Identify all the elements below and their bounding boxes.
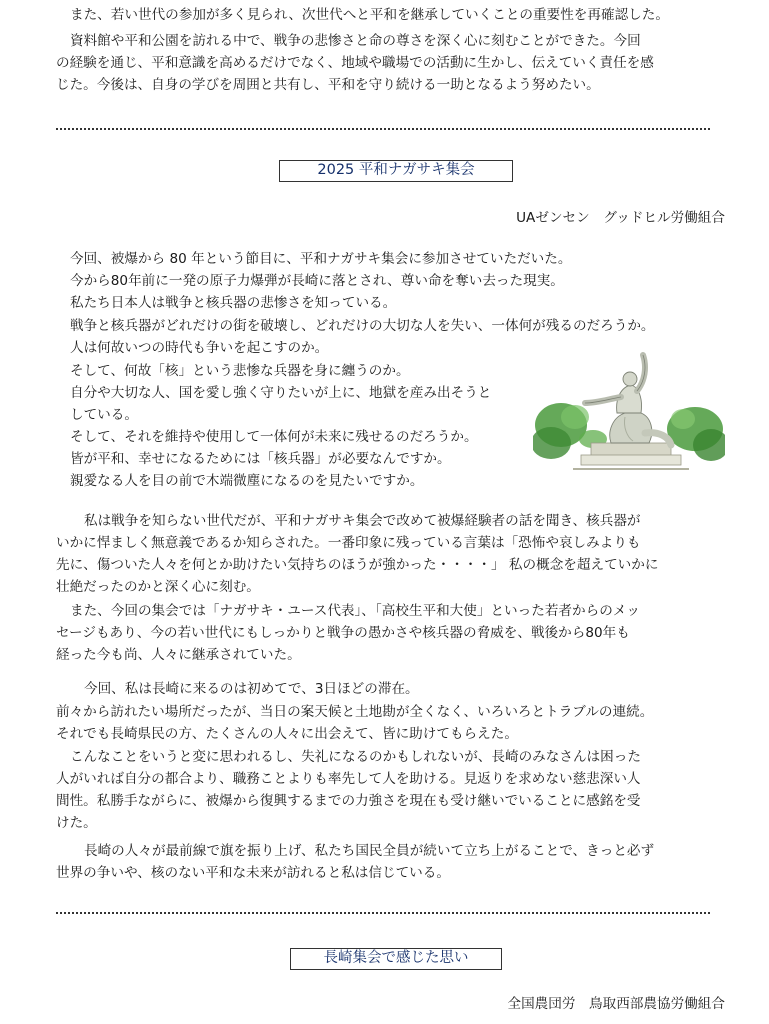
author-affiliation: UAゼンセン グッドヒル労働組合 (516, 210, 725, 226)
poem-line: 戦争と核兵器がどれだけの街を破壊し、どれだけの大切な人を失い、一体何が残るのだろうか。 (70, 318, 655, 334)
body-line: 前々から訪れたい場所だったが、当日の案天候と土地勘が全くなく、いろいろとトラブルの連続。 (56, 704, 654, 720)
body-line: こんなことをいうと変に思われるし、失礼になるのかもしれないが、長崎のみなさんは困った (70, 749, 641, 765)
body-line: 世界の争いや、核のない平和な未来が訪れると私は信じている。 (56, 865, 450, 881)
body-line: けた。 (56, 815, 97, 831)
body-line: セージもあり、今の若い世代にもしっかりと戦争の愚かさや核兵器の脅威を、戦後から80年も (56, 625, 630, 641)
text-line: 資料館や平和公園を訪れる中で、戦争の悲惨さと命の尊さを深く心に刻むことができた。今回 (70, 33, 641, 49)
section-title: 長崎集会で感じた思い (290, 948, 502, 970)
body-line: 人がいれば自分の都合より、職務ことよりも率先して人を助ける。見返りを求めない慈悲深い人 (56, 771, 641, 787)
body-line: 経った今も尚、人々に継承されていた。 (56, 647, 301, 663)
section-divider (56, 912, 710, 914)
body-line: また、今回の集会では「ナガサキ・ユース代表」、「高校生平和大使」といった若者からのメッ (70, 603, 640, 619)
text-line: また、若い世代の参加が多く見られ、次世代へと平和を継承していくことの重要性を再確認した。 (70, 7, 669, 23)
author-affiliation: 全国農団労 鳥取西部農協労働組合 (507, 996, 725, 1012)
section-divider (56, 128, 710, 130)
section-title: 2025 平和ナガサキ集会 (279, 160, 513, 182)
body-line: 間性。私勝手ながらに、被爆から復興するまでの力強さを現在も受け継いでいることに感銘を受 (56, 793, 641, 809)
poem-line: 自分や大切な人、国を愛し強く守りたいが上に、地獄を産み出そうと (70, 385, 492, 401)
poem-line: 私たち日本人は戦争と核兵器の悲惨さを知っている。 (70, 295, 397, 311)
body-line: 今回、私は長崎に来るのは初めてで、3日ほどの滞在。 (84, 681, 419, 697)
poem-line: 皆が平和、幸せになるためには「核兵器」が必要なんですか。 (70, 451, 451, 467)
body-line: 壮絶だったのかと深く心に刻む。 (56, 579, 260, 595)
poem-line: 今回、被爆から 80 年という節目に、平和ナガサキ集会に参加させていただいた。 (70, 251, 572, 267)
poem-line: 今から80年前に一発の原子力爆弾が長崎に落とされ、尊い命を奪い去った現実。 (70, 273, 564, 289)
poem-line: 親愛なる人を目の前で木端微塵になるのを見たいですか。 (70, 473, 424, 489)
body-line: 先に、傷ついた人々を何とか助けたい気持ちのほうが強かった・・・・」 私の概念を超えていかに (56, 557, 659, 573)
body-line: いかに悍ましく無意義であるか知らされた。一番印象に残っている言葉は「恐怖や哀しみよりも (56, 535, 641, 551)
poem-line: 人は何故いつの時代も争いを起こすのか。 (70, 340, 329, 356)
peace-statue-watercolor-icon (533, 347, 725, 475)
poem-line: そして、何故「核」という悲惨な兵器を身に纏うのか。 (70, 363, 410, 379)
text-line: じた。今後は、自身の学びを周囲と共有し、平和を守り続ける一助となるよう努めたい。 (56, 77, 600, 93)
body-line: それでも長崎県民の方、たくさんの人々に出会えて、皆に助けてもらえた。 (56, 726, 518, 742)
poem-line: している。 (70, 407, 138, 423)
text-line: の経験を通じ、平和意識を高めるだけでなく、地域や職場での活動に生かし、伝えていく責任を感 (56, 55, 654, 71)
poem-line: そして、それを維持や使用して一体何が未来に残せるのだろうか。 (70, 429, 478, 445)
body-line: 私は戦争を知らない世代だが、平和ナガサキ集会で改めて被爆経験者の話を聞き、核兵器が (84, 513, 641, 529)
body-line: 長崎の人々が最前線で旗を振り上げ、私たち国民全員が続いて立ち上がることで、きっと必ず (84, 843, 655, 859)
